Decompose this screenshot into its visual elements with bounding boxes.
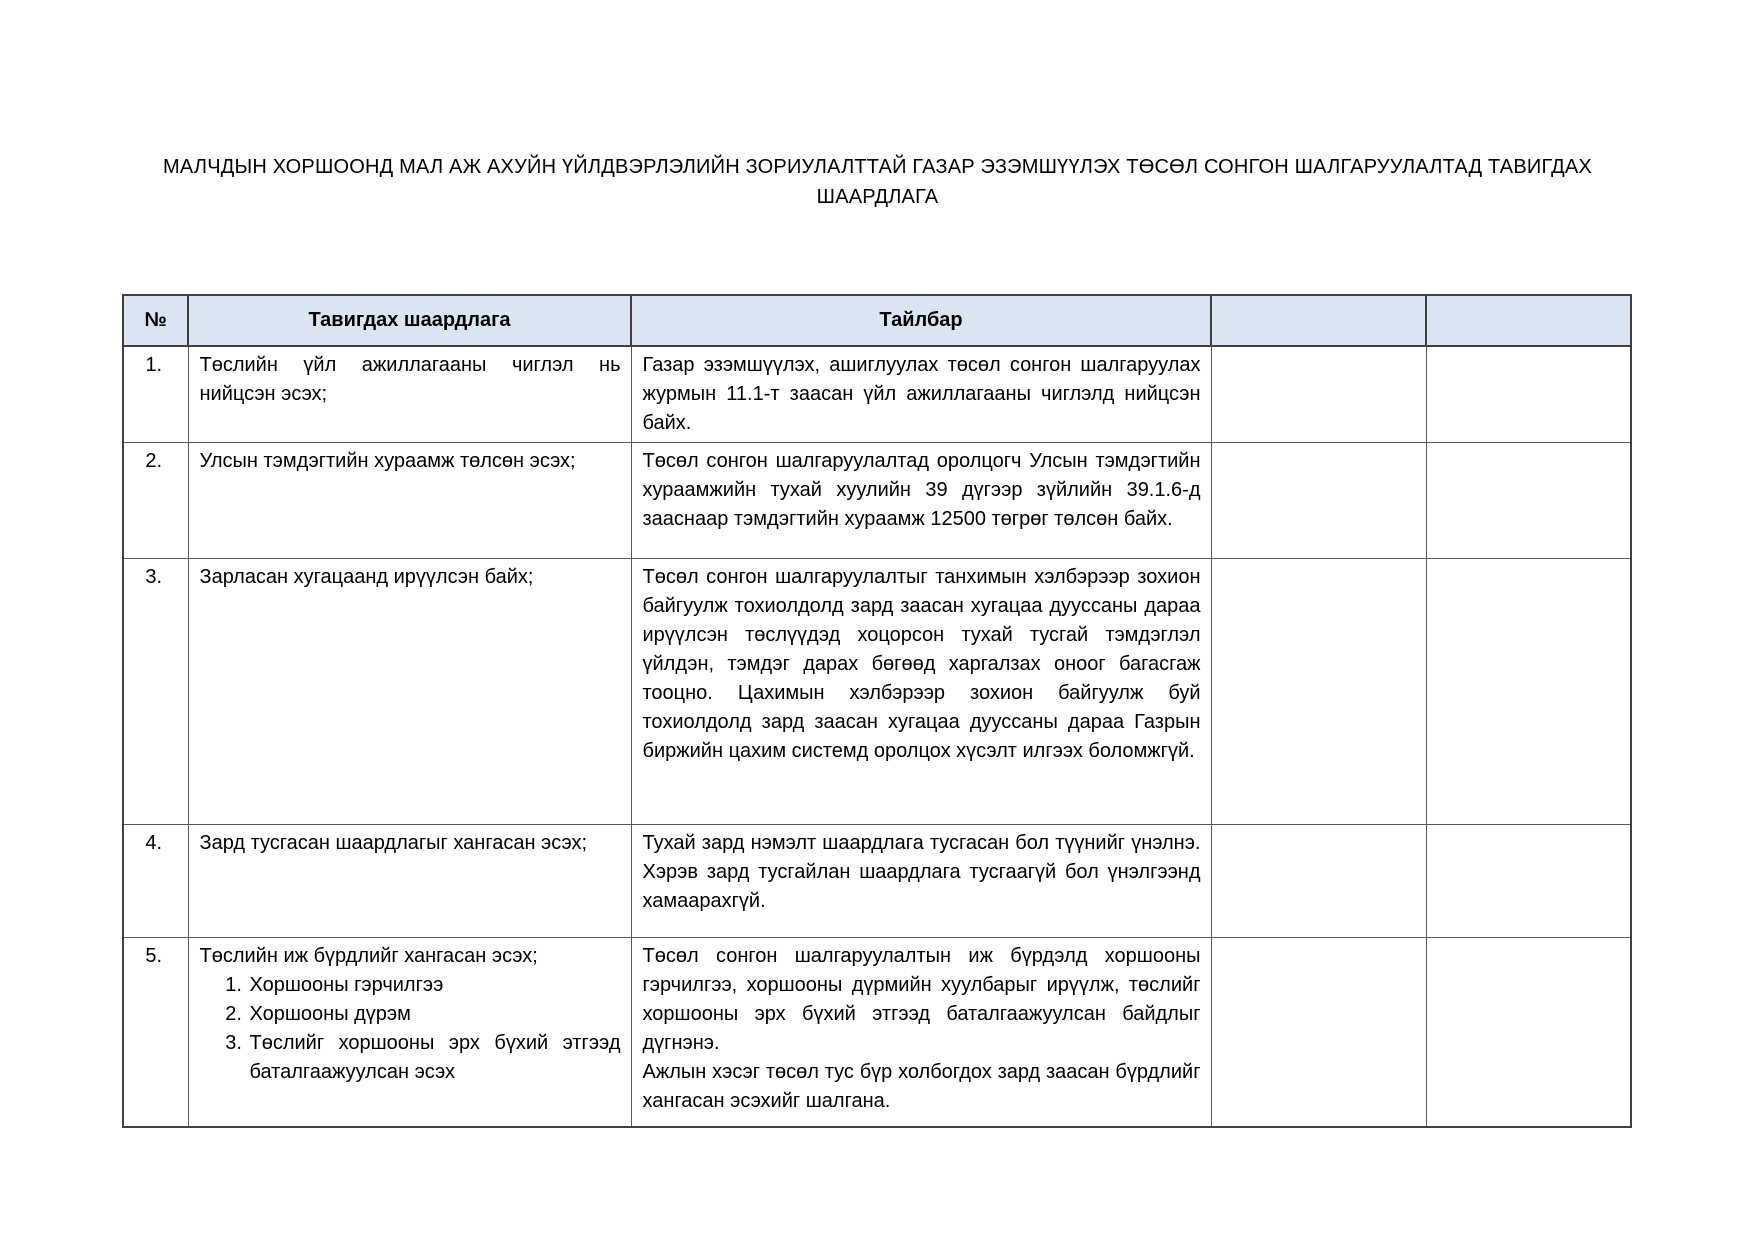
header-number: № <box>123 295 188 346</box>
header-requirement: Тавигдах шаардлага <box>188 295 631 346</box>
empty-cell <box>1426 559 1631 825</box>
requirement-cell: Төслийн үйл ажиллагааны чиглэл нь нийцсэн эсэх; <box>188 346 631 443</box>
requirements-table <box>122 294 1632 1128</box>
table-row <box>123 938 1631 1127</box>
empty-cell <box>1426 825 1631 938</box>
empty-cell <box>1426 938 1631 1127</box>
table-row <box>123 346 1631 443</box>
explanation-cell <box>631 346 1211 443</box>
header-empty-2 <box>1426 295 1631 346</box>
empty-cell <box>1211 938 1426 1127</box>
empty-cell <box>1211 825 1426 938</box>
empty-cell <box>1426 443 1631 559</box>
requirement-cell: Зард тусгасан шаардлагыг хангасан эсэх; <box>188 825 631 938</box>
explanation-cell <box>631 938 1211 1127</box>
requirement-list <box>200 971 621 1087</box>
table-row <box>123 443 1631 559</box>
explanation-cell <box>631 559 1211 825</box>
explanation-cell <box>631 443 1211 559</box>
requirement-cell <box>188 938 631 1127</box>
header-empty-1 <box>1211 295 1426 346</box>
requirement-list-item: 3. Төслийг хоршооны эрх бүхий этгээд баталгаажуулсан эсэх <box>248 1029 621 1087</box>
explanation-paragraph: Төсөл сонгон шалгаруулалтад оролцогч Улсын тэмдэгтийн хураамжийн тухай хуулийн 39 дүгээр зүйлийн 39.1.6-д зааснаар тэмдэгтийн хураамж 12500 төгрөг төлсөн байх. <box>642 450 1201 530</box>
explanation-paragraph: Төсөл сонгон шалгаруулалтыг танхимын хэлбэрээр зохион байгуулж тохиолдолд зард заасан хугацаа дууссаны дараа ирүүлсэн төслүүдэд хоцорсон тухай тусгай тэмдэглэл үйлдэн, тэмдэг дарах бөгөөд харгалзах оноог багасгаж тооцно. Цахимын хэлбэрээр зохион байгуулж буй тохиолдолд зард заасан хугацаа дууссаны дараа Газрын биржийн цахим системд оролцох хүсэлт илгээх боломжгүй. <box>642 566 1201 762</box>
explanation-paragraph: Ажлын хэсэг төсөл тус бүр холбогдох зард заасан бүрдлийг хангасан эсэхийг шалгана. <box>642 1061 1201 1112</box>
row-number: 4. <box>123 825 188 938</box>
requirement-intro: Төслийн иж бүрдлийг хангасан эсэх; <box>199 945 538 967</box>
table-header <box>123 295 1631 346</box>
row-number: 2. <box>123 443 188 559</box>
requirement-list-item: 2. Хоршооны дүрэм <box>248 1000 621 1029</box>
row-number: 1. <box>123 346 188 443</box>
requirement-list-item: 1. Хоршооны гэрчилгээ <box>248 971 621 1000</box>
page-title: МАЛЧДЫН ХОРШООНД МАЛ АЖ АХУЙН ҮЙЛДВЭРЛЭЛИЙН ЗОРИУЛАЛТТАЙ ГАЗАР ЭЗЭМШҮҮЛЭХ ТӨСӨЛ СОНГОН ШАЛГАРУУЛАЛТАД ТАВИГДАХ ШААРДЛАГА <box>163 156 1592 208</box>
empty-cell <box>1211 443 1426 559</box>
requirement-cell: Улсын тэмдэгтийн хураамж төлсөн эсэх; <box>188 443 631 559</box>
row-number: 3. <box>123 559 188 825</box>
table-row <box>123 825 1631 938</box>
explanation-cell <box>631 825 1211 938</box>
explanation-paragraph: Төсөл сонгон шалгаруулалтын иж бүрдэлд хоршооны гэрчилгээ, хоршооны дүрмийн хуулбарыг ирүүлж, төслийг хоршооны эрх бүхий этгээд баталгаажуулсан байдлыг дүгнэнэ. <box>642 945 1201 1054</box>
explanation-paragraph: Газар эзэмшүүлэх, ашиглуулах төсөл сонгон шалгаруулах журмын 11.1-т заасан үйл ажиллагааны чиглэлд нийцсэн байх. <box>642 354 1201 434</box>
requirement-cell: Зарласан хугацаанд ирүүлсэн байх; <box>188 559 631 825</box>
table-row <box>123 559 1631 825</box>
empty-cell <box>1211 346 1426 443</box>
header-row <box>123 295 1631 346</box>
empty-cell <box>1211 559 1426 825</box>
row-number: 5. <box>123 938 188 1127</box>
empty-cell <box>1426 346 1631 443</box>
header-explanation: Тайлбар <box>631 295 1211 346</box>
explanation-paragraph: Тухай зард нэмэлт шаардлага тусгасан бол түүнийг үнэлнэ. Хэрэв зард тусгайлан шаардлага тусгаагүй бол үнэлгээнд хамаарахгүй. <box>642 832 1201 912</box>
